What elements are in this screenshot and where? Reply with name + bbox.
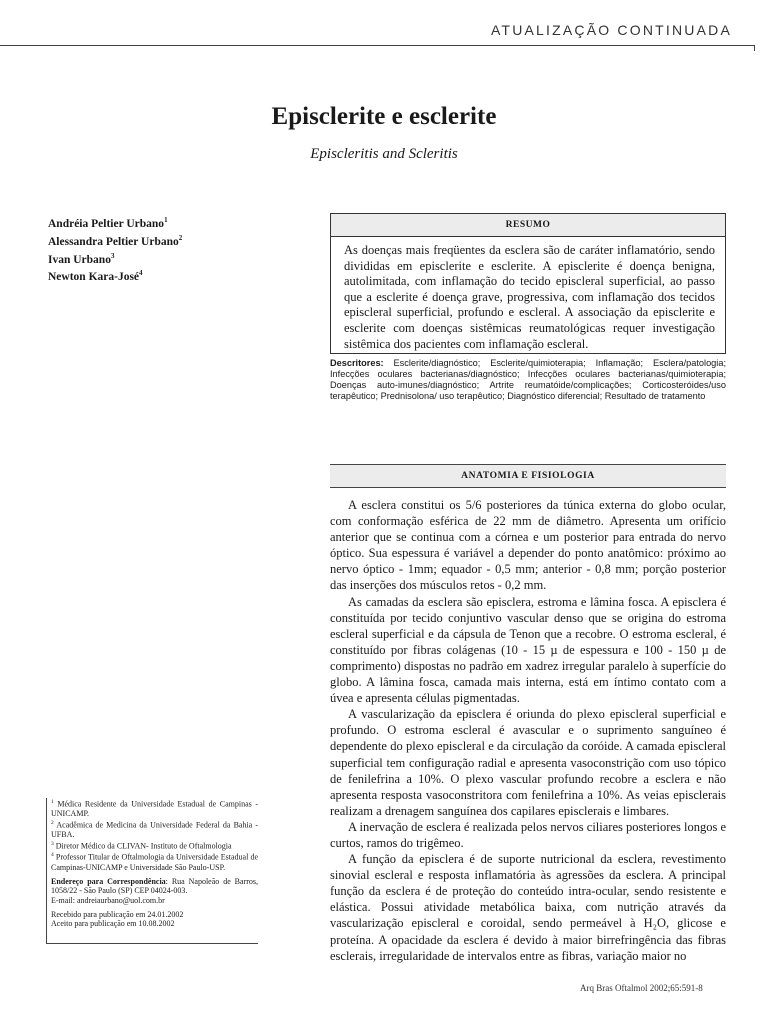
author: Ivan Urbano$^3$ [48, 251, 115, 266]
body-paragraph: As camadas da esclera são episclera, estroma e lâmina fosca. A episclera é constituída por tecido conjuntivo vascular denso que se origina do estroma escleral superficial e da cápsula de Tenon que a recobre. O estroma escleral, é constituído por fibras colágenas (10 - 15 µ de espessura e 100 - 150 µ de comprimento) dispostas no padrão em xadrez irregular paralelo à superfície do globo. A lâmina fosca, camada mais interna, está em íntimo contato com a úvea e apresenta células pigmentadas. [330, 594, 726, 706]
journal-section-header: ATUALIZAÇÃO CONTINUADA [490, 22, 732, 38]
author: Alessandra Peltier Urbano$^2$ [48, 233, 183, 248]
body-paragraph: A esclera constitui os 5/6 posteriores da túnica externa do globo ocular, com conformação esférica de 22 mm de diâmetro. Apresenta um orifício anterior que se continua com a córnea e um posterior para entrada do nervo óptico. Sua espessura é variável a depender do ponto anatômico: próximo ao nervo óptico - 1mm; equador - 0,5 mm; anterior - 0,8 mm; porção posterior das inserções dos músculos retos - 0,2 mm. [330, 498, 726, 593]
body-paragraph: A inervação de esclera é realizada pelos nervos ciliares posteriores longos e curtos, ramos do trigêmeo. [330, 819, 726, 850]
footnotes [46, 798, 258, 944]
footnote: $^1$ Médica Residente da Universidade Estadual de Campinas - UNICAMP. [51, 799, 258, 819]
author-list [48, 213, 182, 284]
descriptors-text: Esclerite/diagnóstico; Esclerite/quimioterapia; Inflamação; Esclera/patologia; Infecções oculares bacterianas/diagnóstico; Infecções oculares bacterianas/quimioterapia; Doenças auto-imunes/diagnóstico; Artrite reumatóide/complicações; Corticosteróides/uso terapêutico; Prednisolona/ uso terapêutico; Diagnóstico diferencial; Resultado de tratamento [330, 358, 726, 401]
abstract-box [330, 213, 726, 354]
descriptors [330, 358, 726, 402]
section-heading: ANATOMIA E FISIOLOGIA [330, 464, 726, 488]
abstract-text: As doenças mais freqüentes da esclera são de caráter inflamatório, sendo divididas em episclerite e esclerite. A episclerite é doença benigna, autolimitada, com inflamação do tecido episcleral superficial, ao passo que a esclerite é doença grave, progressiva, com inflamação dos tecidos episcleral superficial, profundo e escleral. A associação da episclerite e esclerite com doenças sistêmicas reumatológicas requer investigação sistêmica dos pacientes com inflamação escleral. [344, 243, 715, 351]
correspondence-email: E-mail: andreiaurbano@uol.com.br [51, 895, 165, 905]
descriptors-label: Descritores: [330, 358, 384, 368]
journal-citation: Arq Bras Oftalmol 2002;65:591-8 [580, 983, 703, 993]
body-text [330, 497, 726, 964]
correspondence-label: Endereço para Correspondência [51, 876, 166, 886]
accepted-date: Aceito para publicação em 10.08.2002 [51, 919, 175, 929]
received-date: Recebido para publicação em 24.01.2002 [51, 909, 184, 919]
header-rule [0, 45, 755, 46]
footnote: $^3$ Diretor Médico da CLIVAN- Instituto de Oftalmologia [51, 841, 232, 851]
article-subtitle: Episcleritis and Scleritis [310, 146, 458, 162]
body-paragraph: A vascularização da episclera é oriunda do plexo episcleral superficial e profundo. O estroma escleral é avascular e o suprimento sanguíneo é dependente do plexo episcleral e da circulação da coróide. A camada episcleral superficial tem configuração radial e apresenta vasoconstrição com uso tópico de fenilefrina a 10%. O plexo vascular profundo recobre a esclera e não apresenta resposta vasoconstritora com fenilefrina a 10%. As veias episclerais realizam a drenagem sanguínea dos capilares episclerais e limbares. [330, 707, 726, 818]
abstract-heading: RESUMO [331, 214, 725, 237]
body-paragraph: A função da episclera é de suporte nutricional da esclera, revestimento sinovial escleral e resposta inflamatória às agressões da esclera. A principal função da esclera é de proteção do conteúdo intra-ocular, sendo resistente e elástica. Possui atividade metabólica baixa, com nutrição através da vascularização episcleral e coroidal, sendo permeável à H₂O, glicose e proteína. A opacidade da esclera é devido à maior birrefringência das fibras esclerais, irregularidade de intervalos entre as fibras, variação maior no [330, 852, 726, 963]
article-title: Episclerite e esclerite [271, 102, 497, 130]
footnote: $^2$ Acadêmica de Medicina da Universidade Federal da Bahia - UFBA. [51, 820, 258, 840]
author: Newton Kara-José$^4$ [48, 269, 143, 284]
header-rule-tick [754, 45, 755, 51]
author: Andréia Peltier Urbano$^1$ [48, 216, 168, 230]
footnote: $^4$ Professor Titular de Oftalmologia da Universidade Estadual de Campinas-UNICAMP e Universidade São Paulo-USP. [51, 852, 258, 872]
correspondence-address: Endereço para Correspondência: Rua Napoleão de Barros, 1058/22 - São Paulo (SP) CEP 04024-003. [51, 876, 259, 896]
